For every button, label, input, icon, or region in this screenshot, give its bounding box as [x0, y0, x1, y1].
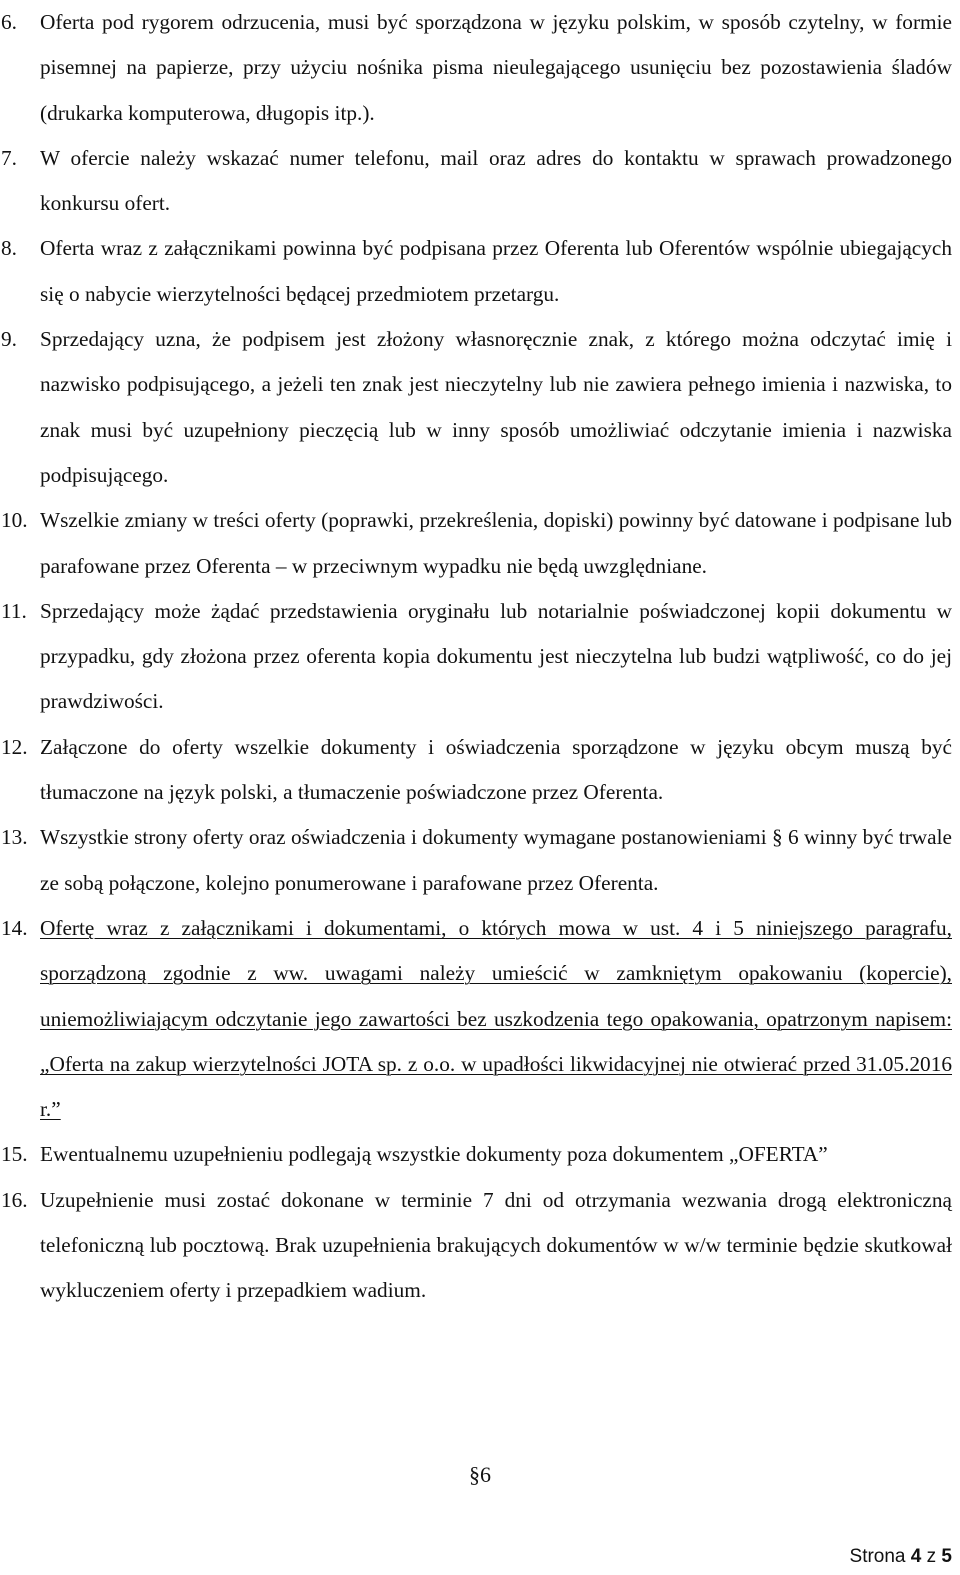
list-item-10 [0, 498, 960, 589]
page-footer [850, 1542, 952, 1572]
list-item-7 [0, 136, 960, 227]
item-text: W ofercie należy wskazać numer telefonu, mail oraz adres do kontaktu w sprawach prowadzonego konkursu ofert. [40, 145, 952, 216]
item-number: 6. [1, 10, 17, 34]
item-number: 13. [1, 825, 28, 850]
item-number: 11. [1, 598, 27, 623]
item-number: 7. [1, 145, 17, 170]
list-item-6 [0, 0, 960, 136]
item-text: Oferta wraz z załącznikami powinna być podpisana przez Oferenta lub Oferentów wspólnie ubiegających się o nabycie wierzytelności będącej przedmiotem przetargu. [40, 236, 952, 306]
list-item-14 [0, 906, 960, 1132]
footer-total-pages: 5 [941, 1546, 952, 1567]
item-text: Załączone do oferty wszelkie dokumenty i oświadczenia sporządzone w języku obcym muszą być tłumaczone na język polski, a tłumaczenie poświadczone przez Oferenta. [40, 734, 952, 805]
list-item-11 [0, 589, 960, 725]
item-number: 9. [1, 327, 17, 352]
item-number: 16. [1, 1187, 28, 1212]
footer-separator: z [926, 1546, 937, 1567]
footer-label: Strona [849, 1546, 906, 1567]
list-item-16 [0, 1178, 960, 1314]
footer-current-page: 4 [910, 1546, 922, 1567]
item-number: 14. [1, 915, 28, 940]
list-item-12 [0, 725, 960, 816]
item-text: Sprzedający może żądać przedstawienia oryginału lub notarialnie poświadczonej kopii dokumentu w przypadku, gdy złożona przez oferenta kopia dokumentu jest nieczytelna lub budzi wątpliwość, co do jej prawdziwości. [40, 598, 952, 714]
item-number: 15. [1, 1142, 28, 1167]
list-item-8 [0, 226, 960, 317]
item-text-underlined: Ofertę wraz z załącznikami i dokumentami, o których mowa w ust. 4 i 5 niniejszego paragrafu, sporządzoną zgodnie z ww. uwagami należy umieścić w zamkniętym opakowaniu (kopercie), uniemożliwiającym odczytanie jego zawartości bez uszkodzenia tego opakowania, opatrzonym napisem: „Oferta na zakup wierzytelności JOTA sp. z o.o. w upadłości likwidacyjnej nie otwierać przed 31.05.2016 r.” [40, 915, 952, 1122]
list-item-9 [0, 317, 960, 498]
item-text: Wszelkie zmiany w treści oferty (poprawki, przekreślenia, dopiski) powinny być datowane i podpisane lub parafowane przez Oferenta – w przeciwnym wypadku nie będą uwzględniane. [40, 508, 952, 578]
list-item-15 [0, 1132, 960, 1177]
item-text: Sprzedający uzna, że podpisem jest złożony własnoręcznie znak, z którego można odczytać imię i nazwisko podpisującego, a jeżeli ten znak jest nieczytelny lub nie zawiera pełnego imienia i nazwiska, to znak musi być uzupełniony pieczęcią lub w inny sposób umożliwiać odczytanie imienia i nazwiska podpisującego. [40, 327, 952, 487]
item-text: Ewentualnemu uzupełnieniu podlegają wszystkie dokumenty poza dokumentem „OFERTA” [40, 1142, 828, 1167]
item-text: Uzupełnienie musi zostać dokonane w terminie 7 dni od otrzymania wezwania drogą elektroniczną telefoniczną lub pocztową. Brak uzupełnienia brakujących dokumentów w w/w terminie będzie skutkował wykluczeniem oferty i przepadkiem wadium. [40, 1187, 952, 1303]
item-number: 12. [1, 734, 28, 759]
section-heading: §6 [469, 1462, 491, 1487]
list-item-13 [0, 815, 960, 906]
item-text: Oferta pod rygorem odrzucenia, musi być sporządzona w języku polskim, w sposób czytelny, w formie pisemnej na papierze, przy użyciu nośnika pisma nieulegającego usunięciu bez pozostawienia śladów (drukarka komputerowa, długopis itp.). [40, 10, 952, 125]
item-text: Wszystkie strony oferty oraz oświadczenia i dokumenty wymagane postanowieniami § 6 winny być trwale ze sobą połączone, kolejno ponumerowane i parafowane przez Oferenta. [40, 825, 952, 895]
item-number: 10. [1, 508, 28, 533]
item-number: 8. [1, 236, 17, 261]
